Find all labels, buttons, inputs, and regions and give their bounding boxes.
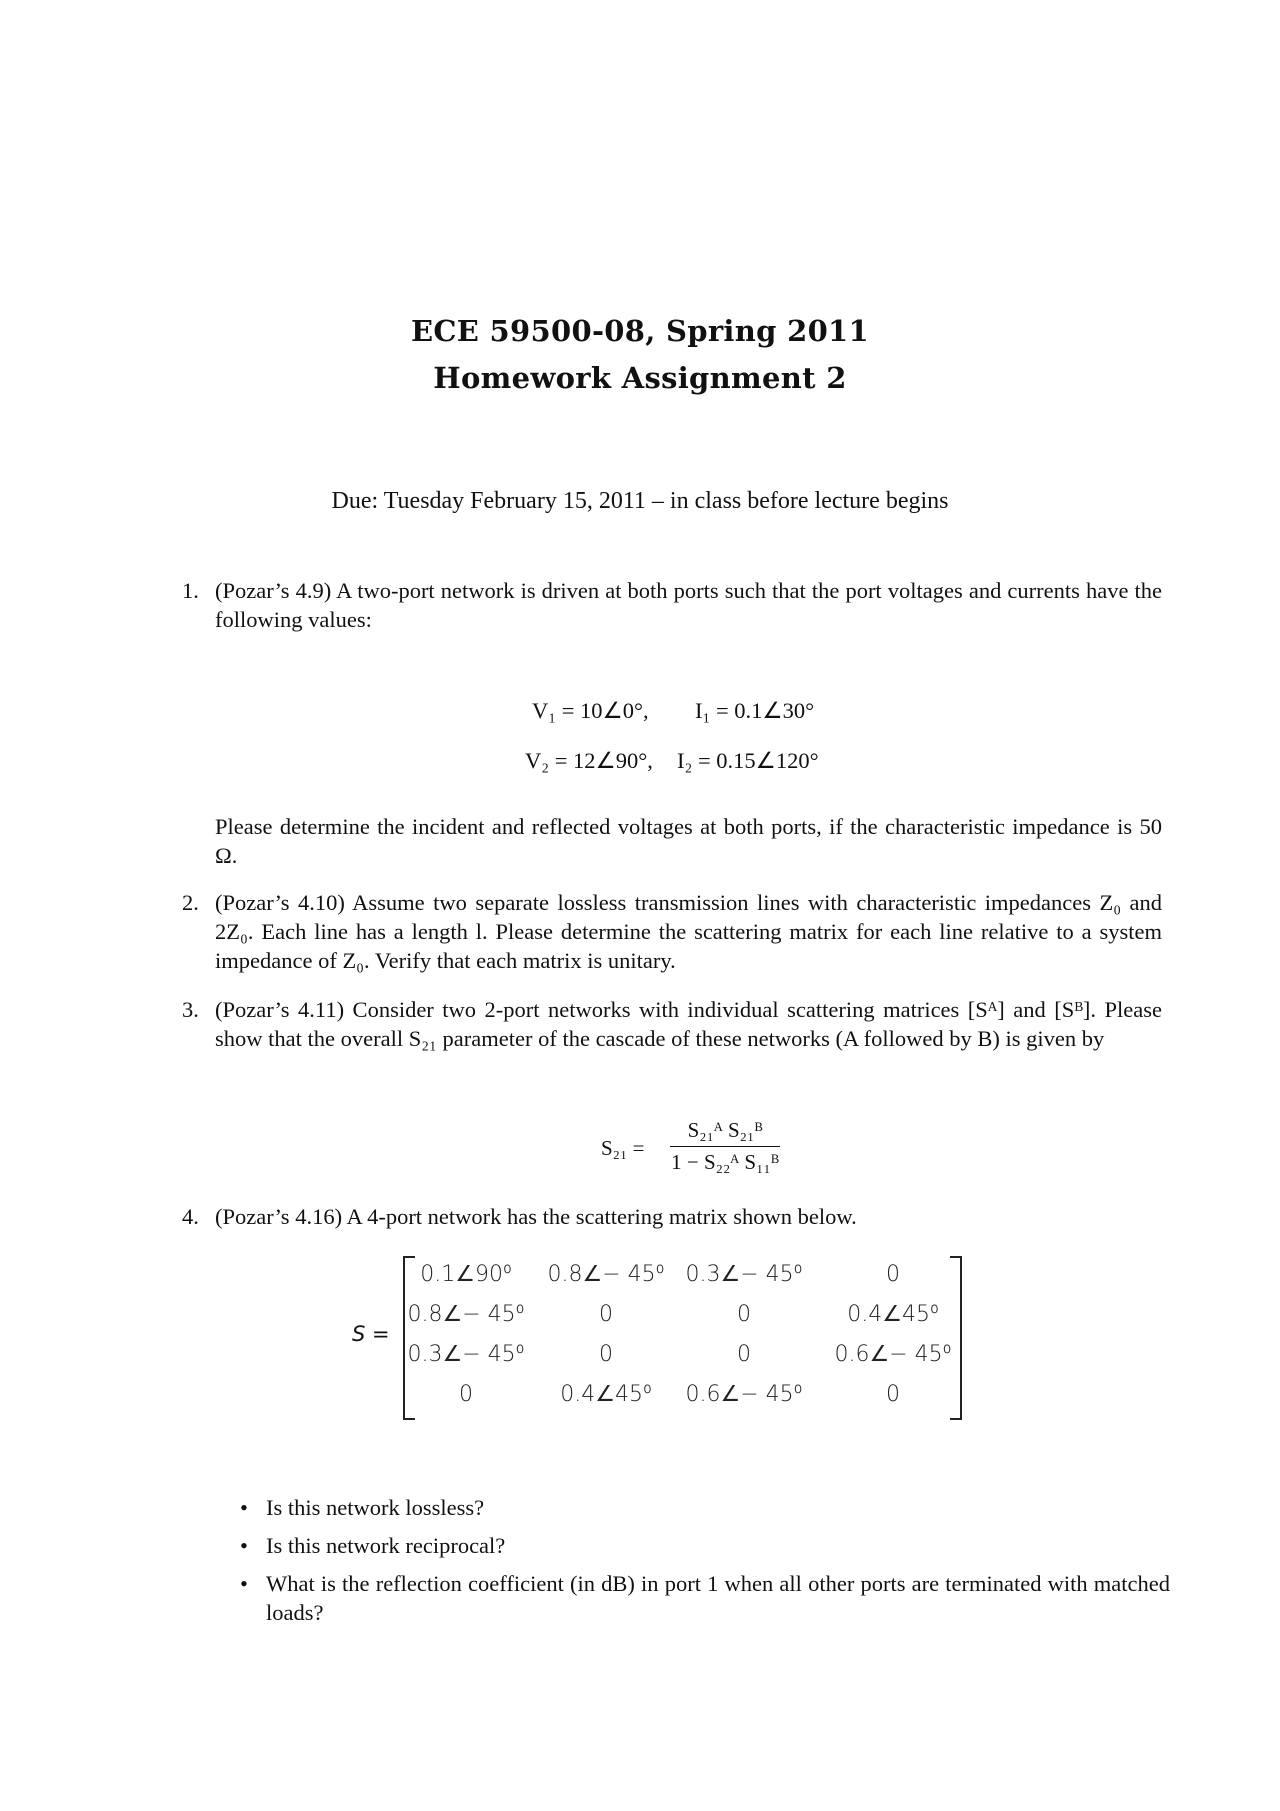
problem-1 xyxy=(182,576,1162,634)
problem-text: (Pozar’s 4.16) A 4-port network has the scattering matrix shown below. xyxy=(215,1204,857,1229)
matrix-cell: 0 xyxy=(737,1302,751,1327)
problem-text: (Pozar’s 4.9) A two-port network is driven at both ports such that the port voltages and currents have the following values: xyxy=(215,578,1162,632)
problem-text: (Pozar’s 4.11) Consider two 2-port networks with individual scattering matrices [Sᴬ] and [Sᴮ]. Please show that the overall S₂₁ parameter of the cascade of these networks (A followed by B) is given by xyxy=(215,997,1162,1051)
question-text: What is the reflection coefficient (in dB) in port 1 when all other ports are terminated with matched loads? xyxy=(266,1571,1170,1625)
equation-i2: I₂ = 0.15∠120° xyxy=(677,748,819,773)
formula-fraction xyxy=(670,1116,780,1177)
problem-1-followup: Please determine the incident and reflected voltages at both ports, if the characteristic impedance is 50 Ω. xyxy=(215,814,1162,868)
bullet-icon: • xyxy=(240,1533,248,1558)
matrix-cell: 0.8∠− 45⁰ xyxy=(407,1302,525,1327)
matrix-cell: 0.6∠− 45⁰ xyxy=(685,1382,803,1407)
problem-3 xyxy=(182,995,1162,1053)
matrix-cell: 0 xyxy=(886,1262,900,1287)
matrix-label: S = xyxy=(352,1322,390,1346)
question-3 xyxy=(240,1569,1170,1627)
problem-number: 3. xyxy=(182,997,199,1022)
assignment-title: Homework Assignment 2 xyxy=(433,361,847,395)
bullet-icon: • xyxy=(240,1495,248,1520)
matrix-cell: 0.4∠45⁰ xyxy=(847,1302,939,1327)
equation-v2: V₂ = 12∠90°, xyxy=(525,748,653,773)
matrix-cell: 0.3∠− 45⁰ xyxy=(685,1262,803,1287)
bullet-icon: • xyxy=(240,1571,248,1596)
matrix-cell: 0 xyxy=(737,1342,751,1367)
problem-text: (Pozar’s 4.10) Assume two separate lossless transmission lines with characteristic impedances Z₀ and 2Z₀. Each line has a length l. Please determine the scattering matrix for each line relative to a system impedance of Z₀. Verify that each matrix is unitary. xyxy=(215,890,1162,973)
matrix-cell: 0.4∠45⁰ xyxy=(560,1382,652,1407)
question-text: Is this network reciprocal? xyxy=(266,1533,506,1558)
matrix-cell: 0.3∠− 45⁰ xyxy=(407,1342,525,1367)
matrix-cell: 0 xyxy=(599,1342,613,1367)
problem-4 xyxy=(182,1202,1162,1231)
formula-denominator: 1 − S₂₂ᴬ S₁₁ᴮ xyxy=(671,1150,779,1174)
question-text: Is this network lossless? xyxy=(266,1495,485,1520)
matrix-cell: 0.6∠− 45⁰ xyxy=(834,1342,952,1367)
formula-numerator: S₂₁ᴬ S₂₁ᴮ xyxy=(687,1118,763,1142)
problem-number: 1. xyxy=(182,578,199,603)
problem-number: 4. xyxy=(182,1204,199,1229)
course-title: ECE 59500-08, Spring 2011 xyxy=(410,314,870,348)
matrix-cell: 0 xyxy=(886,1382,900,1407)
fraction-bar xyxy=(670,1146,780,1147)
matrix-cell: 0 xyxy=(459,1382,473,1407)
matrix-cell: 0.1∠90⁰ xyxy=(420,1262,512,1287)
equation-i1: I₁ = 0.1∠30° xyxy=(695,698,815,723)
problem-2 xyxy=(182,888,1162,975)
due-date: Due: Tuesday February 15, 2011 – in class before lecture begins xyxy=(331,488,949,514)
matrix-cell: 0.8∠− 45⁰ xyxy=(547,1262,665,1287)
question-2 xyxy=(240,1531,1170,1560)
formula-lhs: S₂₁ = xyxy=(601,1136,645,1160)
problem-number: 2. xyxy=(182,890,199,915)
matrix-cell: 0 xyxy=(599,1302,613,1327)
question-1 xyxy=(240,1493,1170,1522)
equation-v1: V₁ = 10∠0°, xyxy=(532,698,649,723)
